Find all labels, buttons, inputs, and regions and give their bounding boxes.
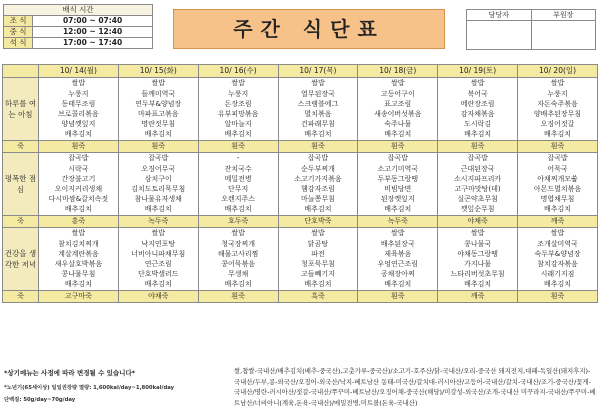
porridge-label: 죽 <box>3 291 39 303</box>
lunch-menu-cell <box>198 153 278 216</box>
menu-item: 다시마쌈&갈치속젓 <box>48 195 109 204</box>
menu-item: 양념깻잎지 <box>61 120 96 129</box>
breakfast-menu-cell <box>438 78 518 141</box>
menu-item: 고등어구이 <box>380 89 415 98</box>
menu-item: 오렌지주스 <box>221 195 256 204</box>
menu-item: 간장불고기 <box>61 174 96 183</box>
menu-item: 배추김치 <box>224 205 252 214</box>
origin-info: 쌀,찹쌀-국내산/배추김치(배추-중국산),고춧가루-중국산)/소고기-호주산/닭-국내산/오리-중국산 돼지전지,대패-독일산(돼지후지)-국내산/두부,콩-외국산/오징어-외국산/낙지-베트남산 동태-미국산/갈치대-러시아산/고등어-국내산/갈치-국내산/조기-중국산/꽃게-국내산/명란-러시아산/젓갈-국내산/쭈꾸미-베트남산/오징어채-중국산(해당)/미강성-외국산/조개-국내산 미꾸라지-국내산/쭈꾸미-베트남산/너비아니(계육,돈육-국내산)/메밀전병,미트볼(돈육-국내산) <box>234 367 596 407</box>
menu-item: 누룽지 <box>68 89 89 98</box>
menu-item: 콩어묵볶음 <box>221 260 256 268</box>
menu-item: 숙두부&양념장 <box>534 249 581 258</box>
menu-item: 너비아니파채무침 <box>131 249 186 258</box>
menu-item: 무생채 <box>227 270 249 279</box>
menu-item: 참치감자볶음 <box>537 260 578 268</box>
menu-item: 참나물유자생채 <box>134 195 182 204</box>
menu-item: 열무된장국 <box>301 89 335 98</box>
menu-item: 배추김치 <box>304 130 332 139</box>
menu-item: 고들빼기지 <box>301 270 335 279</box>
menu-item: 건파래무침 <box>301 120 335 129</box>
breakfast-label: 조 식 <box>4 16 33 27</box>
dinner-menu-cell <box>118 228 198 291</box>
energy-note: *노년기(65세이상) 일일권장량 열량: 1,600kal/day~1,800kal/day <box>4 385 175 391</box>
porridge-item: 흰죽 <box>518 291 598 303</box>
lunch-menu-cell <box>39 153 119 216</box>
menu-item: 순두부찌개 <box>301 164 335 173</box>
menu-item: 새우살호박볶음 <box>54 260 103 268</box>
menu-item: 아채찌개모쑵 <box>537 174 578 183</box>
menu-item: 어묵국 <box>547 164 568 173</box>
dinner-row <box>3 228 598 291</box>
menu-item: 쌀밥 <box>470 79 485 88</box>
lunch-menu-cell <box>118 153 198 216</box>
menu-item: 오징어무국 <box>141 164 176 173</box>
menu-item: 단호박샐러드 <box>137 270 179 279</box>
breakfast-porridge-row <box>3 141 598 153</box>
menu-item: 청포묵무침 <box>301 260 335 268</box>
menu-item: 스크램블에그 <box>297 99 339 108</box>
menu-item: 동태무조림 <box>61 99 96 108</box>
dinner-section-label: 건강을 생각한 저녁 <box>3 228 39 291</box>
menu-item: 쌀밥 <box>550 79 565 88</box>
menu-item: 배추김치 <box>544 280 572 289</box>
breakfast-menu-cell <box>118 78 198 141</box>
porridge-item: 흰죽 <box>278 141 358 153</box>
lunch-menu-cell <box>358 153 438 216</box>
menu-item: 시락국 <box>68 164 89 173</box>
menu-item: 오징어젓갈 <box>540 120 575 129</box>
menu-item: 쌀밥 <box>231 79 245 88</box>
porridge-item: 깨죽 <box>518 216 598 228</box>
menu-item: 소고기미역국 <box>377 164 419 173</box>
porridge-item: 녹두죽 <box>118 216 198 228</box>
menu-item: 쌀밥 <box>550 229 565 238</box>
breakfast-menu-cell <box>358 78 438 141</box>
menu-item: 콩나물무침 <box>61 270 96 279</box>
day-header: 10/ 20(일) <box>518 65 598 78</box>
menu-item: 잡곡밥 <box>387 154 408 163</box>
menu-item: 명란젓무침 <box>141 120 176 129</box>
lunch-menu-cell <box>518 153 598 216</box>
menu-item: 계살계란볶음 <box>58 249 99 258</box>
menu-item: 배추김치 <box>384 205 412 214</box>
menu-item: 돈장조림 <box>224 99 252 108</box>
menu-item: 배추김치 <box>64 205 92 214</box>
day-header: 10/ 15(화) <box>118 65 198 78</box>
lunch-row <box>3 153 598 216</box>
menu-item: 북어국 <box>467 89 488 98</box>
menu-item: 된장깻잎지 <box>380 195 415 204</box>
breakfast-menu-cell <box>278 78 358 141</box>
menu-item: 잔치국수 <box>224 164 252 173</box>
menu-item: 마파표고볶음 <box>137 110 179 118</box>
menu-item: 쌀밥 <box>151 229 166 238</box>
day-header: 10/ 17(목) <box>278 65 358 78</box>
menu-item: 새송이버섯볶음 <box>374 110 422 118</box>
approval-director-sign <box>531 21 596 50</box>
menu-item: 두부동그랑땡 <box>377 174 419 183</box>
menu-item: 브로콜리볶음 <box>58 110 99 118</box>
menu-item: 멸치볶음 <box>304 110 332 118</box>
menu-item: 잡곡밥 <box>148 154 169 163</box>
menu-item: 삼치구이 <box>144 174 172 183</box>
menu-item: 단무지 <box>227 185 249 193</box>
breakfast-section-label: 하루를 여는 아침 <box>3 78 39 141</box>
dinner-menu-cell <box>358 228 438 291</box>
menu-item: 누룽지 <box>547 89 568 98</box>
menu-item: 잡곡밥 <box>547 154 568 163</box>
page-title: 주간 식단표 <box>173 9 445 49</box>
porridge-item: 흰죽 <box>198 291 278 303</box>
menu-item: 배추김치 <box>464 280 492 289</box>
menu-item: 쌀밥 <box>231 229 245 238</box>
menu-item: 배추김치 <box>384 130 412 139</box>
menu-item: 김치도토리묵무침 <box>131 185 186 193</box>
menu-item: 청국장찌개 <box>221 239 256 248</box>
menu-item: 소고기가지볶음 <box>294 174 342 183</box>
day-header: 10/ 14(월) <box>39 65 119 78</box>
porridge-item: 흰죽 <box>358 291 438 303</box>
menu-item: 파전 <box>311 249 325 258</box>
dinner-menu-cell <box>438 228 518 291</box>
menu-item: 배추김치 <box>384 280 412 289</box>
menu-item: 실곤약초무침 <box>457 195 498 204</box>
menu-item: 쌀밥 <box>311 229 325 238</box>
menu-item: 배추김치 <box>144 280 172 289</box>
menu-item: 연두부&양념장 <box>135 99 182 108</box>
day-header: 10/ 18(금) <box>358 65 438 78</box>
menu-item: 제육볶음 <box>384 249 412 258</box>
breakfast-row <box>3 78 598 141</box>
menu-item: 아몬드멸치볶음 <box>533 185 582 193</box>
menu-item: 배추김치 <box>464 130 492 139</box>
menu-item: 깻잎순무침 <box>460 205 495 214</box>
menu-item: 잡곡밥 <box>68 154 89 163</box>
menu-item: 소시지파프리카 <box>453 174 502 183</box>
change-notice: *상기메뉴는 사정에 따라 변경될 수 있습니다* <box>4 369 136 377</box>
breakfast-time: 07:00 ~ 07:40 <box>33 16 153 27</box>
lunch-time: 12:00 ~ 12:40 <box>33 27 153 38</box>
dinner-menu-cell <box>518 228 598 291</box>
menu-item: 가지나물 <box>464 260 492 268</box>
menu-item: 쌀밥 <box>71 79 86 88</box>
dinner-menu-cell <box>39 228 119 291</box>
menu-item: 배추김치 <box>64 280 92 289</box>
menu-item: 쌀밥 <box>151 79 166 88</box>
menu-item: 공채장아찌 <box>380 270 415 279</box>
day-header-row <box>3 65 598 78</box>
menu-item: 비빔당면 <box>384 185 412 193</box>
menu-item: 숙주나물 <box>384 120 412 129</box>
menu-item: 감자채볶음 <box>460 110 495 118</box>
menu-item: 배추김치 <box>224 280 252 289</box>
menu-item: 시래기지짐 <box>540 270 575 279</box>
menu-item: 들깨미역국 <box>141 89 176 98</box>
notes <box>4 368 174 403</box>
serving-time-title: 배식 시간 <box>4 5 153 16</box>
menu-item: 배추김치 <box>304 205 332 214</box>
menu-item: 잡곡밥 <box>467 154 488 163</box>
menu-item: 우엉연근조림 <box>377 260 419 268</box>
lunch-menu-cell <box>438 153 518 216</box>
menu-item: 느타리버섯초무침 <box>450 270 505 279</box>
lunch-porridge-row <box>3 216 598 228</box>
dinner-label: 석 식 <box>4 38 33 49</box>
porridge-item: 흰죽 <box>518 141 598 153</box>
porridge-item: 흰죽 <box>39 141 119 153</box>
menu-item: 오이지커리생채 <box>54 185 103 193</box>
porridge-item: 흑죽 <box>278 291 358 303</box>
day-header: 10/ 16(수) <box>198 65 278 78</box>
menu-item: 배추된장국 <box>380 239 415 248</box>
dinner-menu-cell <box>198 228 278 291</box>
porridge-item: 흰죽 <box>198 141 278 153</box>
porridge-item: 흰죽 <box>438 141 518 153</box>
menu-item: 배추김치 <box>224 130 252 139</box>
breakfast-menu-cell <box>39 78 119 141</box>
breakfast-menu-cell <box>518 78 598 141</box>
porridge-item: 호두죽 <box>198 216 278 228</box>
menu-item: 배추김치 <box>144 205 172 214</box>
menu-item: 표고조림 <box>384 99 412 108</box>
porridge-item: 깨죽 <box>438 291 518 303</box>
porridge-item: 야채죽 <box>118 291 198 303</box>
menu-item: 잡곡밥 <box>307 154 329 163</box>
porridge-item: 야채죽 <box>438 216 518 228</box>
serving-time-table <box>3 4 153 49</box>
lunch-section-label: 평폭한 점심 <box>3 153 39 216</box>
menu-item: 마늘쫑무침 <box>301 195 335 204</box>
breakfast-menu-cell <box>198 78 278 141</box>
porridge-item: 녹두죽 <box>358 216 438 228</box>
menu-item: 메란장조림 <box>460 99 495 108</box>
dinner-porridge-row <box>3 291 598 303</box>
corner-cell <box>3 65 39 78</box>
approval-table <box>466 9 596 50</box>
menu-item: 고구마맛탕(데) <box>454 185 501 193</box>
menu-item: 도시락김 <box>464 120 492 129</box>
menu-item: 배추김치 <box>64 130 92 139</box>
lunch-menu-cell <box>278 153 358 216</box>
menu-item: 쌀밥 <box>470 229 485 238</box>
menu-item: 알마늘지 <box>224 120 252 129</box>
menu-item: 자돈숙주볶음 <box>537 99 578 108</box>
menu-item: 콩나물국 <box>464 239 492 248</box>
menu-item: 누룽지 <box>227 89 249 98</box>
menu-item: 야채동그랑땡 <box>457 249 498 258</box>
menu-item: 쌀밥 <box>311 79 325 88</box>
porridge-label: 죽 <box>3 216 39 228</box>
menu-item: 유부피망볶음 <box>217 110 259 118</box>
menu-item: 명엽채무침 <box>540 195 575 204</box>
menu-item: 쌀밥 <box>391 79 405 88</box>
approval-staff-sign <box>467 21 532 50</box>
menu-item: 참치김치찌개 <box>58 239 99 248</box>
dinner-time: 17:00 ~ 17:40 <box>33 38 153 49</box>
dinner-menu-cell <box>278 228 358 291</box>
menu-grid <box>2 64 598 303</box>
menu-item: 해물고사리찜 <box>217 249 259 258</box>
porridge-item: 흥죽 <box>39 216 119 228</box>
menu-item: 배추김치 <box>544 205 572 214</box>
day-header: 10/ 19(토) <box>438 65 518 78</box>
menu-item: 쌀밥 <box>391 229 405 238</box>
approval-director-label: 부원장 <box>531 10 596 21</box>
menu-item: - <box>236 154 240 163</box>
menu-item: 연근조림 <box>144 260 172 268</box>
menu-item: 조개살미역국 <box>537 239 578 248</box>
approval-staff-label: 담당자 <box>467 10 532 21</box>
menu-item: 양배추된장무침 <box>533 110 582 118</box>
porridge-item: 고구마죽 <box>39 291 119 303</box>
porridge-label: 죽 <box>3 141 39 153</box>
menu-item: 쌀밥 <box>71 229 86 238</box>
menu-item: 햄감자조림 <box>301 185 335 193</box>
porridge-item: 흰죽 <box>118 141 198 153</box>
menu-item: 메밀전병 <box>224 174 252 183</box>
menu-item: 배추김치 <box>544 130 572 139</box>
porridge-item: 단호박죽 <box>278 216 358 228</box>
menu-item: 낙지연포탕 <box>141 239 176 248</box>
menu-item: 근대된장국 <box>460 164 495 173</box>
protein-note: 단백질: 50g/day~70g/day <box>4 397 76 403</box>
porridge-item: 흰죽 <box>358 141 438 153</box>
lunch-label: 중 식 <box>4 27 33 38</box>
menu-item: 닭곰탕 <box>307 239 329 248</box>
menu-item: 배추김치 <box>304 280 332 289</box>
menu-item: 배추김치 <box>144 130 172 139</box>
